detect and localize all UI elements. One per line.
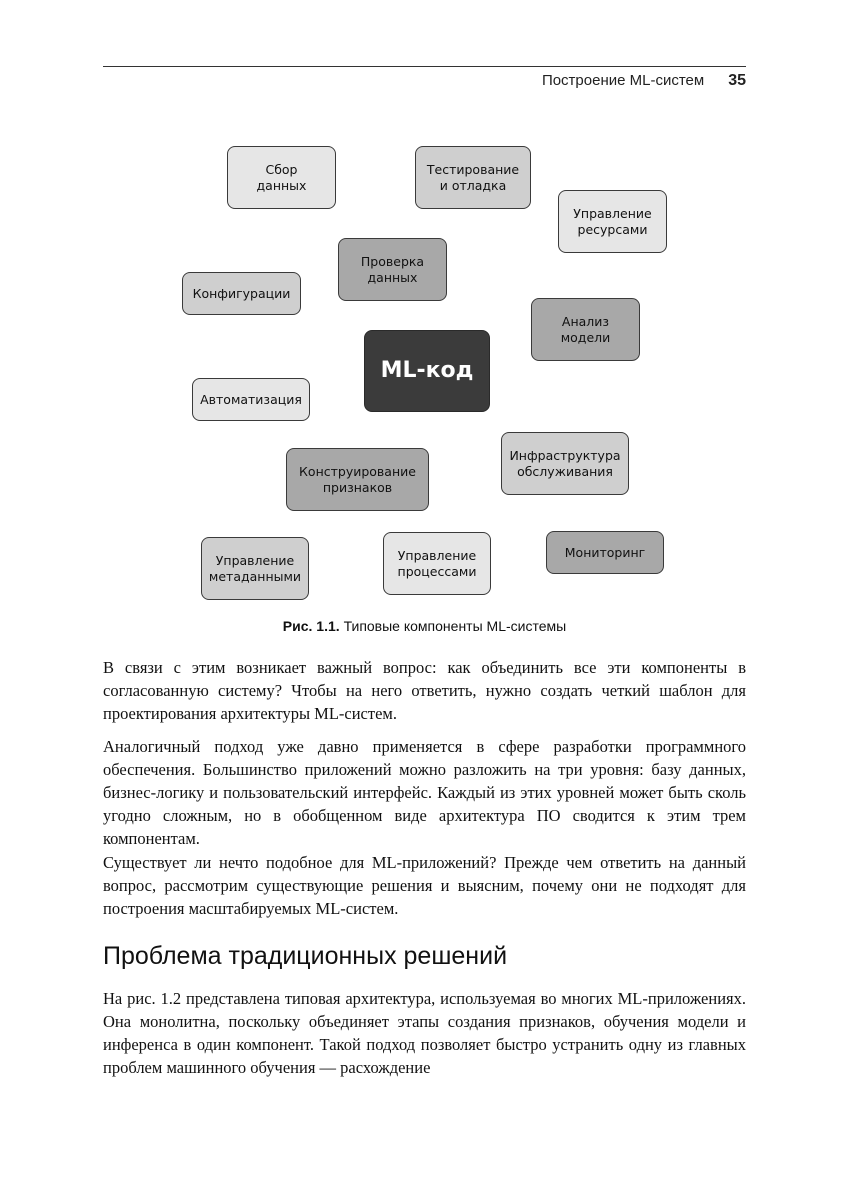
component-feature-engineering: Конструирование признаков bbox=[286, 448, 429, 511]
paragraph-1: В связи с этим возникает важный вопрос: как объединить все эти компоненты в согласованную систему? Чтобы на него ответить, нужно создать четкий шаблон для проектирования архитектуры ML-систем. bbox=[103, 658, 746, 723]
component-configuration: Конфигурации bbox=[182, 272, 301, 315]
component-process-management: Управление процессами bbox=[383, 532, 491, 595]
component-testing-debugging: Тестирование и отладка bbox=[415, 146, 531, 209]
section-heading: Проблема традиционных решений bbox=[103, 942, 508, 970]
page-number: 35 bbox=[728, 72, 746, 89]
component-ml-code: ML-код bbox=[364, 330, 490, 412]
component-monitoring: Мониторинг bbox=[546, 531, 664, 574]
caption-text: Типовые компоненты ML-системы bbox=[343, 618, 567, 634]
paragraph-2: Аналогичный подход уже давно применяется в сфере разработки программного обеспечения. Большинство приложений можно разложить на три уровня: базу данных, бизнес-логику и пользовательский интерфейс. Каждый из этих уровней может быть сколь угодно сложным, но в обобщенном виде архитектура ПО сводится к этим трем компонентам. bbox=[103, 737, 746, 848]
component-data-verification: Проверка данных bbox=[338, 238, 447, 301]
figure-caption bbox=[0, 618, 849, 634]
component-resource-management: Управление ресурсами bbox=[558, 190, 667, 253]
component-data-collection: Сбор данных bbox=[227, 146, 336, 209]
component-metadata-management: Управление метаданными bbox=[201, 537, 309, 600]
component-serving-infrastructure: Инфраструктура обслуживания bbox=[501, 432, 629, 495]
caption-label: Рис. 1.1. bbox=[282, 618, 340, 634]
component-model-analysis: Анализ модели bbox=[531, 298, 640, 361]
paragraph-4: На рис. 1.2 представлена типовая архитектура, используемая во многих ML-приложениях. Она монолитна, поскольку объединяет этапы создания признаков, обучения модели и инференса в один компонент. Такой подход позволяет быстро устранить одну из главных проблем машинного обучения — расхождение bbox=[103, 989, 746, 1077]
component-automation: Автоматизация bbox=[192, 378, 310, 421]
running-title: Построение ML-систем bbox=[541, 72, 705, 89]
paragraph-3: Существует ли нечто подобное для ML-приложений? Прежде чем ответить на данный вопрос, рассмотрим существующие решения и выясним, почему они не подходят для построения масштабируемых ML-систем. bbox=[103, 853, 746, 918]
